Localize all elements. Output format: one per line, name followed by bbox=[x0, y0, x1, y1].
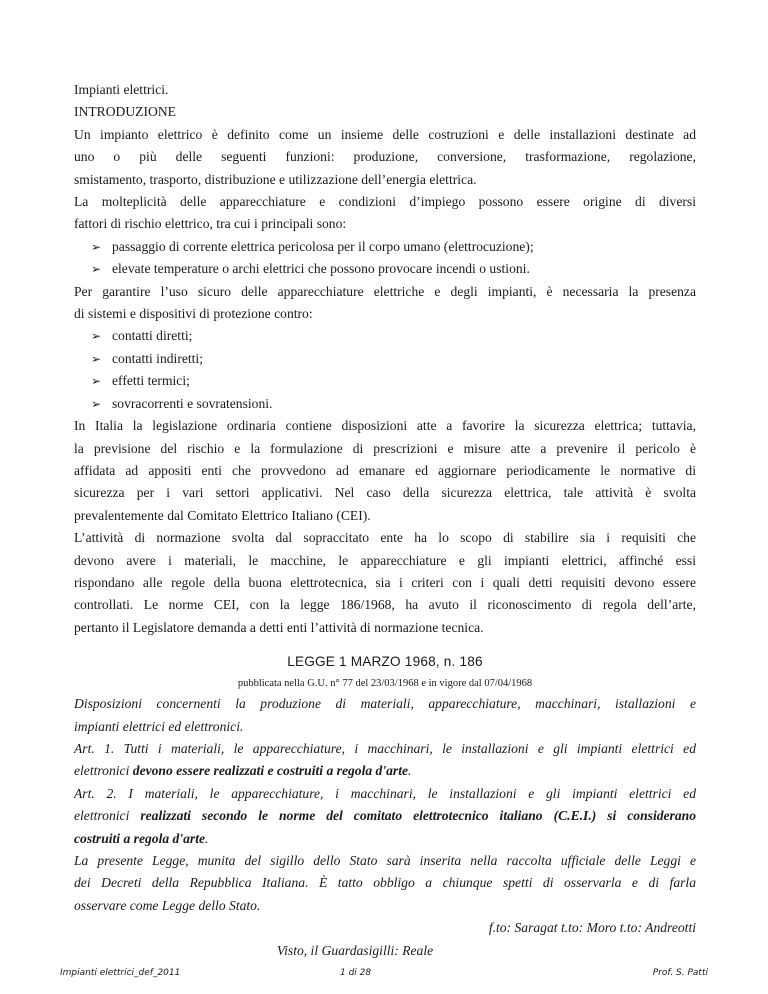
visto-line: Visto, il Guardasigilli: Reale bbox=[276, 942, 434, 958]
list-item bbox=[74, 325, 696, 347]
text-line: Disposizioni concernenti la produzione di materiali, apparecchiature, macchinari, istallazioni e bbox=[74, 696, 696, 712]
arrow-bullet-icon: ➢ bbox=[91, 351, 102, 366]
article-2-line bbox=[74, 805, 696, 827]
paragraph-legislation bbox=[74, 415, 696, 527]
arrow-bullet-icon: ➢ bbox=[91, 396, 102, 411]
doc-title: Impianti elettrici. bbox=[74, 82, 169, 97]
document-body bbox=[74, 79, 696, 962]
paragraph-normative bbox=[74, 527, 696, 639]
text-line: fattori di rischio elettrico, tra cui i principali sono: bbox=[74, 216, 347, 232]
paragraph-protection bbox=[74, 281, 696, 326]
text-line: la previsione del rischio e la formulazione di prescrizioni e misure atte a prevenire il pericolo è bbox=[74, 440, 696, 456]
text-span: elettronici bbox=[74, 763, 133, 779]
signatures: f.to: Saragat t.to: Moro t.to: Andreotti bbox=[488, 920, 696, 936]
risk-list bbox=[74, 236, 696, 281]
bold-text: devono essere realizzati e costruiti a regola d'arte bbox=[132, 763, 409, 779]
text-line: osservare come Legge dello Stato. bbox=[74, 897, 261, 913]
paragraph-definition bbox=[74, 124, 696, 191]
list-item-text: effetti termici; bbox=[112, 373, 190, 389]
text-line: La molteplicità delle apparecchiature e condizioni d’impiego possono essere origine di diversi bbox=[74, 194, 696, 210]
law-text bbox=[74, 693, 696, 962]
arrow-bullet-icon: ➢ bbox=[91, 374, 102, 389]
footer-author: Prof. S. Patti bbox=[652, 968, 708, 978]
arrow-bullet-icon: ➢ bbox=[91, 329, 102, 344]
page-footer bbox=[60, 966, 708, 980]
text-line: pertanto il Legislatore demanda a detti enti l’attività di normazione tecnica. bbox=[74, 619, 484, 635]
text-line: devono avere i materiali, le macchine, le apparecchiature e gli impianti elettrici, affinché essi bbox=[74, 552, 696, 568]
footer-doc-name: Impianti elettrici_def_2011 bbox=[60, 968, 181, 978]
text-line: La presente Legge, munita del sigillo dello Stato sarà inserita nella raccolta ufficiale delle Leggi e bbox=[74, 853, 696, 868]
law-subtitle: pubblicata nella G.U. n° 77 del 23/03/1968 e in vigore dal 07/04/1968 bbox=[237, 678, 533, 690]
list-item-text: passaggio di corrente elettrica pericolosa per il corpo umano (elettrocuzione); bbox=[112, 238, 534, 254]
text-line: Per garantire l’uso sicuro delle apparecchiature elettriche e degli impianti, è necessaria la presenza bbox=[74, 283, 696, 299]
paragraph-risks bbox=[74, 191, 696, 236]
footer-page-number: 1 di 28 bbox=[340, 968, 372, 978]
text-line: In Italia la legislazione ordinaria contiene disposizioni atte a favorire la sicurezza elettrica; tuttavia, bbox=[74, 418, 696, 434]
arrow-bullet-icon: ➢ bbox=[91, 262, 102, 277]
text-span: elettronici bbox=[74, 808, 141, 824]
text-span: . bbox=[205, 830, 209, 846]
text-line: controllati. Le norme CEI, con la legge 186/1968, ha avuto il riconoscimento di regola dell’arte, bbox=[74, 597, 696, 613]
text-line: dei Decreti della Repubblica Italiana. È tatto obbligo a chiunque spetti di osservarla e di farla bbox=[74, 875, 696, 891]
article-1-line: Art. 1. Tutti i materiali, le apparecchiature, i macchinari, le installazioni e gli impianti elettrici ed bbox=[74, 740, 696, 756]
section-heading: INTRODUZIONE bbox=[74, 104, 176, 120]
list-item bbox=[74, 258, 696, 280]
text-line: impianti elettrici ed elettronici. bbox=[74, 718, 244, 734]
article-1-line bbox=[74, 760, 696, 782]
text-line: prevalentemente dal Comitato Elettrico Italiano (CEI). bbox=[74, 507, 371, 523]
text-line: smistamento, trasporto, distribuzione e utilizzazione dell’energia elettrica. bbox=[74, 171, 477, 187]
list-item-text: sovracorrenti e sovratensioni. bbox=[112, 395, 273, 411]
text-span: . bbox=[408, 763, 412, 779]
text-line: affidata ad appositi enti che provvedono ad emanare ed aggiornare periodicamente le normative di bbox=[74, 462, 696, 478]
law-title: LEGGE 1 MARZO 1968, n. 186 bbox=[287, 654, 483, 670]
text-line: sicurezza per i vari settori applicativi. Nel caso della sicurezza elettrica, tale attività è svolta bbox=[74, 485, 696, 501]
list-item-text: elevate temperature o archi elettrici che possono provocare incendi o ustioni. bbox=[112, 261, 530, 277]
list-item bbox=[74, 348, 696, 370]
list-item bbox=[74, 236, 696, 258]
list-item-text: contatti indiretti; bbox=[112, 350, 203, 366]
text-line: Un impianto elettrico è definito come un insieme delle costruzioni e delle installazioni destinate ad bbox=[74, 126, 696, 142]
article-2-line bbox=[74, 828, 696, 850]
list-item-text: contatti diretti; bbox=[112, 328, 193, 344]
list-item bbox=[74, 370, 696, 392]
text-line: uno o più delle seguenti funzioni: produzione, conversione, trasformazione, regolazione, bbox=[74, 149, 696, 165]
bold-text: realizzati secondo le norme del comitato elettrotecnico italiano (C.E.I.) si considerano bbox=[140, 808, 696, 824]
bold-text: costruiti a regola d'arte bbox=[74, 830, 206, 846]
article-2-line: Art. 2. I materiali, le apparecchiature, i macchinari, le installazioni e gli impianti elettrici ed bbox=[74, 785, 696, 801]
protection-list bbox=[74, 325, 696, 415]
text-line: L’attività di normazione svolta dal sopraccitato ente ha lo scopo di stabilire sia i requisiti che bbox=[74, 530, 696, 546]
text-line: di sistemi e dispositivi di protezione contro: bbox=[74, 306, 313, 322]
list-item bbox=[74, 393, 696, 415]
text-line: rispondano alle regole della buona elettrotecnica, sia i criteri con i quali detti requisiti devono essere bbox=[74, 574, 696, 590]
arrow-bullet-icon: ➢ bbox=[91, 239, 102, 254]
